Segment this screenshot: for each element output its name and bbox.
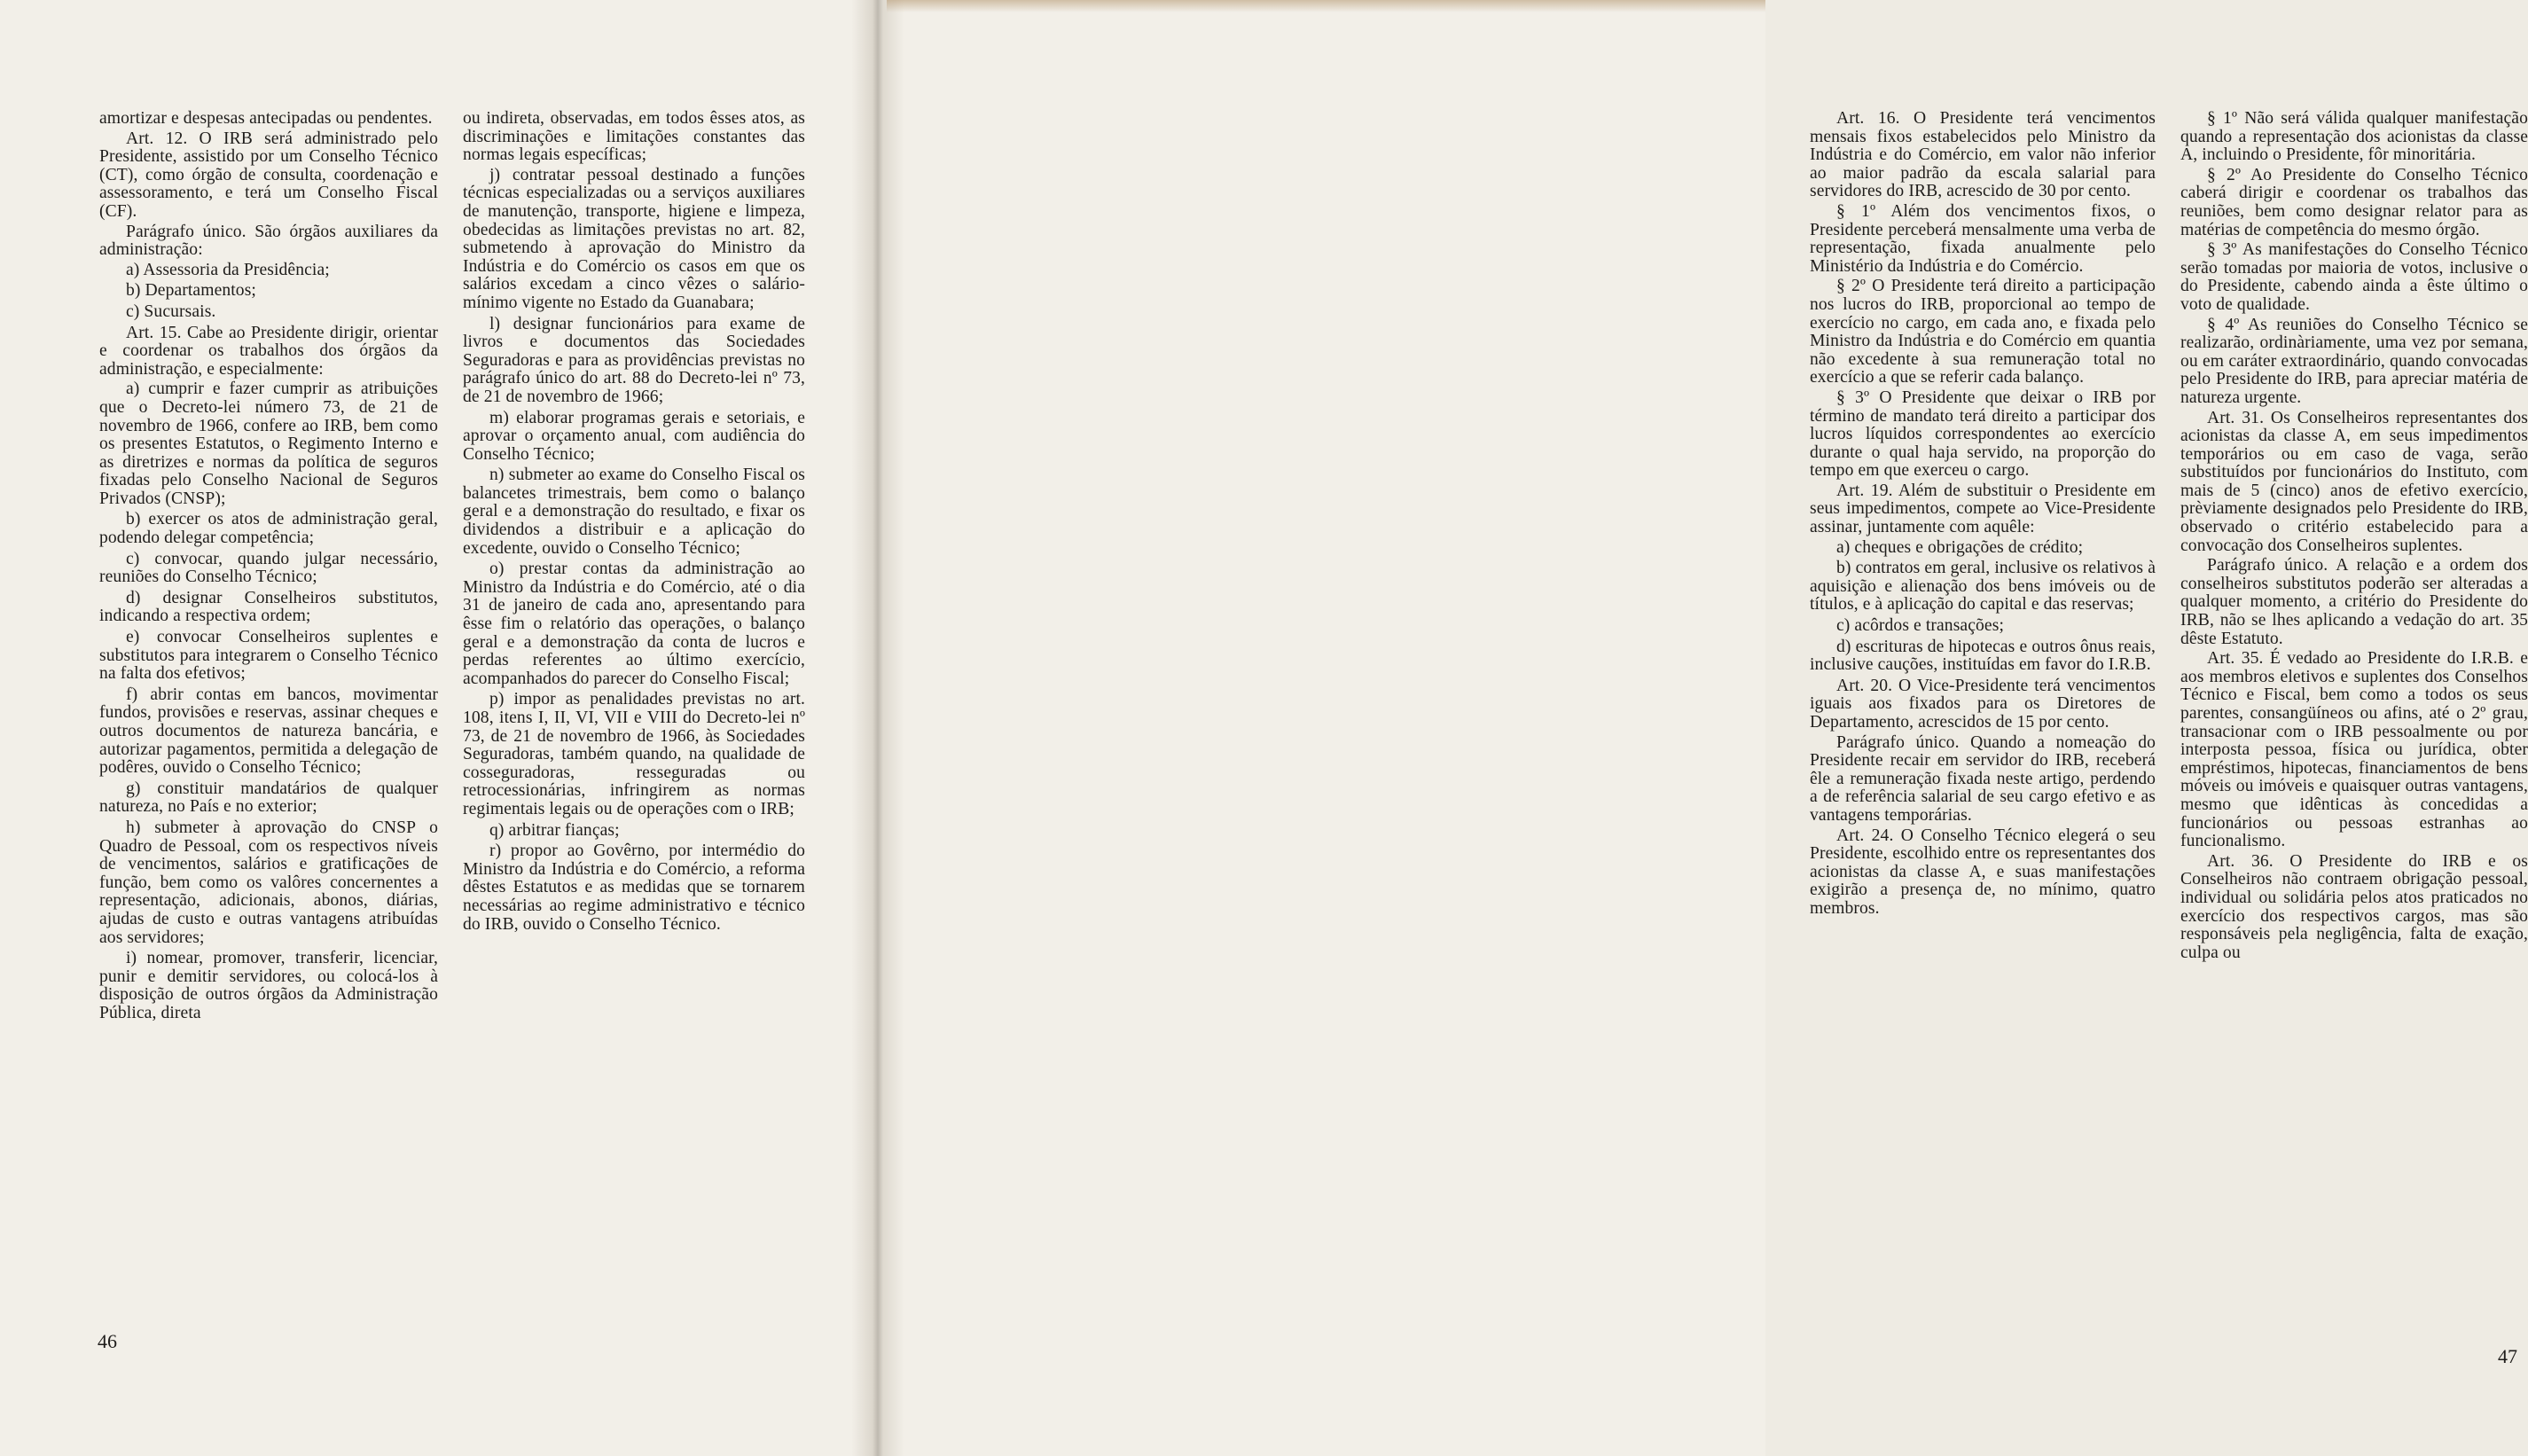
left-page-column-1 — [99, 110, 438, 1026]
list-item: c) Sucursais. — [126, 301, 216, 321]
list-item: p) impor as penalidades previstas no art. 108, itens I, II, VI, VII e VIII do Decreto-lei nº 73, de 21 de novembro de 1966, às Sociedades Seguradoras, também quando, na qualidade de cosseguradoras, resseguradas ou retrocessionárias, infringirem as normas regimentais legais ou de operações com o IRB; — [463, 690, 805, 818]
book-gutter — [851, 0, 904, 1456]
section-paragraph: § 2º O Presidente terá direito a participação nos lucros do IRB, proporcional ao tempo de exercício no cargo, em cada ano, e fixada pelo Ministro da Indústria e do Comércio em quantia não excedente à sua remuneração total no exercício a que se referir cada balanço. — [1810, 277, 2156, 387]
right-page — [873, 0, 2528, 1456]
list-item: b) contratos em geral, inclusive os relativos à aquisição e alienação dos bens imóveis ou de títulos, e à aplicação do capital e das reservas; — [1810, 559, 2156, 614]
list-item: e) convocar Conselheiros suplentes e substitutos para integrarem o Conselho Técnico na falta dos efetivos; — [99, 628, 438, 684]
list-item: o) prestar contas da administração ao Ministro da Indústria e do Comércio, até o dia 31 de janeiro de cada ano, apresentando para êsse fim o relatório das operações, o balanço geral e a demonstração da conta de lucros e perdas referentes ao último exercício, acompanhados do parecer do Conselho Fiscal; — [463, 560, 805, 688]
section-paragraph: § 1º Além dos vencimentos fixos, o Presidente perceberá mensalmente uma verba de representação, fixada anualmente pelo Ministério da Indústria e do Comércio. — [1810, 201, 2156, 276]
list-item: a) Assessoria da Presidência; — [126, 260, 330, 279]
list-item: n) submeter ao exame do Conselho Fiscal os balancetes trimestrais, bem como o balanço geral e a demonstração do resultado, e fixar os dividendos a distribuir e a aplicação do excedente, ouvido o Conselho Técnico; — [463, 466, 805, 558]
article-paragraph: Art. 16. O Presidente terá vencimentos mensais fixos estabelecidos pelo Ministro da Indústria e do Comércio, em valor não inferior ao maior padrão da escala salarial para servidores do IRB, acrescido de 30 por cento. — [1810, 109, 2156, 201]
article-paragraph: Art. 31. Os Conselheiros representantes dos acionistas da classe A, em seus impedimentos temporários ou em caso de vaga, serão substituídos por funcionários do Instituto, com mais de 5 (cinco) anos de efetivo exercício, prèviamente designados pelo Presidente do IRB, observado o critério estabelecido para a convocação dos Conselheiros suplentes. — [2180, 408, 2528, 555]
list-item: a) cumprir e fazer cumprir as atribuições que o Decreto-lei número 73, de 21 de novembro de 1966, confere ao IRB, bem como os presentes Estatutos, o Regimento Interno e as diretrizes e normas da política de seguros fixadas pelo Conselho Nacional de Seguros Privados (CNSP); — [99, 380, 438, 508]
left-page — [0, 0, 873, 1456]
list-item: c) convocar, quando julgar necessário, reuniões do Conselho Técnico; — [99, 549, 438, 587]
page-number-left: 46 — [98, 1330, 117, 1352]
article-paragraph: Art. 35. É vedado ao Presidente do I.R.B. e aos membros eletivos e suplentes dos Conselhos Técnico e Fiscal, bem como a todos os seus parentes, consangüíneos ou afins, até o 2º grau, transacionar com o IRB pessoalmente ou por interposta pessoa, física ou jurídica, obter empréstimos, hipotecas, financiamentos de bens móveis ou imóveis e quaisquer outras vantagens, mesmo que idênticas às concedidas a funcionários ou pessoas estranhas ao funcionalismo. — [2180, 649, 2528, 851]
article-paragraph: Art. 24. O Conselho Técnico elegerá o seu Presidente, escolhido entre os representantes dos acionistas da classe A, e suas manifestações exigirão a presença de, no mínimo, quatro membros. — [1810, 826, 2156, 918]
section-paragraph: § 3º As manifestações do Conselho Técnico serão tomadas por maioria de votos, inclusive o do Presidente, cabendo ainda a êste último o voto de qualidade. — [2180, 240, 2528, 314]
article-paragraph: Art. 36. O Presidente do IRB e os Conselheiros não contraem obrigação pessoal, individual ou solidária pelos atos praticados no exercício dos respectivos cargos, mas são responsáveis pela negligência, falta de exação, culpa ou — [2180, 851, 2528, 962]
article-paragraph: Art. 20. O Vice-Presidente terá vencimentos iguais aos fixados para os Diretores de Departamento, acrescidos de 15 por cento. — [1810, 676, 2156, 732]
text-paragraph: ou indireta, observadas, em todos êsses atos, as discriminações e limitações constantes das normas legais específicas; — [463, 109, 805, 165]
list-item: l) designar funcionários para exame de livros e documentos das Sociedades Seguradoras e para as providências previstas no parágrafo único do art. 88 do Decreto-lei nº 73, de 21 de novembro de 1966; — [463, 314, 805, 406]
section-paragraph: § 3º O Presidente que deixar o IRB por término de mandato terá direito a participar dos lucros líquidos correspondentes ao exercício durante o qual haja servido, na proporção do tempo em que exerceu o cargo. — [1810, 387, 2156, 481]
list-item: r) propor ao Govêrno, por intermédio do Ministro da Indústria e do Comércio, a reforma dêstes Estatutos e as medidas que se tornarem necessárias ao regime administrativo e técnico do IRB, ouvido o Conselho Técnico. — [463, 842, 805, 934]
list-item: d) escrituras de hipotecas e outros ônus reais, inclusive cauções, instituídas em favor do I.R.B. — [1810, 637, 2156, 675]
list-item: g) constituir mandatários de qualquer natureza, no País e no exterior; — [99, 779, 438, 817]
section-paragraph: § 1º Não será válida qualquer manifestação quando a representação dos acionistas da classe A, incluindo o Presidente, fôr minoritária. — [2180, 109, 2528, 165]
article-paragraph: Art. 15. Cabe ao Presidente dirigir, orientar e coordenar os trabalhos dos órgãos da administração, e especialmente: — [99, 323, 438, 379]
text-paragraph: Parágrafo único. A relação e a ordem dos conselheiros substitutos poderão ser alteradas a qualquer momento, a critério do Presidente do IRB, não se lhes aplicando a vedação do art. 35 dêste Estatuto. — [2180, 556, 2528, 648]
list-item: b) exercer os atos de administração geral, podendo delegar competência; — [99, 510, 438, 548]
list-item: a) cheques e obrigações de crédito; — [1836, 537, 2084, 557]
article-paragraph: Art. 19. Além de substituir o Presidente em seus impedimentos, compete ao Vice-Presidente assinar, juntamente com aquêle: — [1810, 481, 2156, 537]
section-paragraph: § 4º As reuniões do Conselho Técnico se realizarão, ordinàriamente, uma vez por semana, ou em caráter extraordinário, quando convocadas pelo Presidente do IRB, para apreciar matéria de natureza urgente. — [2180, 315, 2528, 407]
right-page-column-2 — [2180, 110, 2528, 964]
list-item: c) acôrdos e transações; — [1836, 616, 2004, 636]
right-page-column-1 — [1810, 110, 2156, 920]
text-paragraph: amortizar e despesas antecipadas ou pendentes. — [99, 109, 433, 128]
list-item: m) elaborar programas gerais e setoriais, e aprovar o orçamento anual, com audiência do Conselho Técnico; — [463, 408, 805, 464]
list-item: b) Departamentos; — [126, 281, 256, 301]
article-paragraph: Art. 12. O IRB será administrado pelo Presidente, assistido por um Conselho Técnico (CT), como órgão de consulta, coordenação e assessoramento, e terá um Conselho Fiscal (CF). — [99, 129, 438, 221]
page-edge-wear — [887, 0, 1765, 12]
page-number-right: 47 — [2498, 1345, 2517, 1367]
left-page-column-2 — [463, 110, 805, 936]
list-item: i) nomear, promover, transferir, licenciar, punir e demitir servidores, ou colocá-los à disposição de outros órgãos da Administração Pública, direta — [99, 949, 438, 1022]
list-item: d) designar Conselheiros substitutos, indicando a respectiva ordem; — [99, 588, 438, 626]
list-item: q) arbitrar fianças; — [489, 820, 620, 840]
text-paragraph: Parágrafo único. Quando a nomeação do Presidente recair em servidor do IRB, receberá êle a remuneração fixada neste artigo, perdendo a de referência salarial de seu cargo efetivo e as vantagens temporárias. — [1810, 732, 2156, 825]
list-item: j) contratar pessoal destinado a funções técnicas especializadas ou a serviços auxiliares de manutenção, transporte, higiene e limpeza, obedecidas as limitações previstas no art. 82, submetendo à aprovação do Ministro da Indústria e do Comércio os casos em que os salários excedam a cinco vêzes o salário-mínimo vigente no Estado da Guanabara; — [463, 165, 805, 312]
list-item: h) submeter à aprovação do CNSP o Quadro de Pessoal, com os respectivos níveis de vencimentos, salários e gratificações de função, bem como os valôres concernentes a representação, adicionais, abonos, diárias, ajudas de custo e outras vantagens atribuídas aos servidores; — [99, 818, 438, 947]
list-item: f) abrir contas em bancos, movimentar fundos, provisões e reservas, assinar cheques e outros documentos de natureza bancária, e autorizar pagamentos, permitida a delegação de podêres, ouvido o Conselho Técnico; — [99, 685, 438, 778]
section-paragraph: § 2º Ao Presidente do Conselho Técnico caberá dirigir e coordenar os trabalhos das reuniões, bem como designar relator para as matérias de competência do mesmo órgão. — [2180, 165, 2528, 239]
text-paragraph: Parágrafo único. São órgãos auxiliares da administração: — [99, 222, 438, 260]
